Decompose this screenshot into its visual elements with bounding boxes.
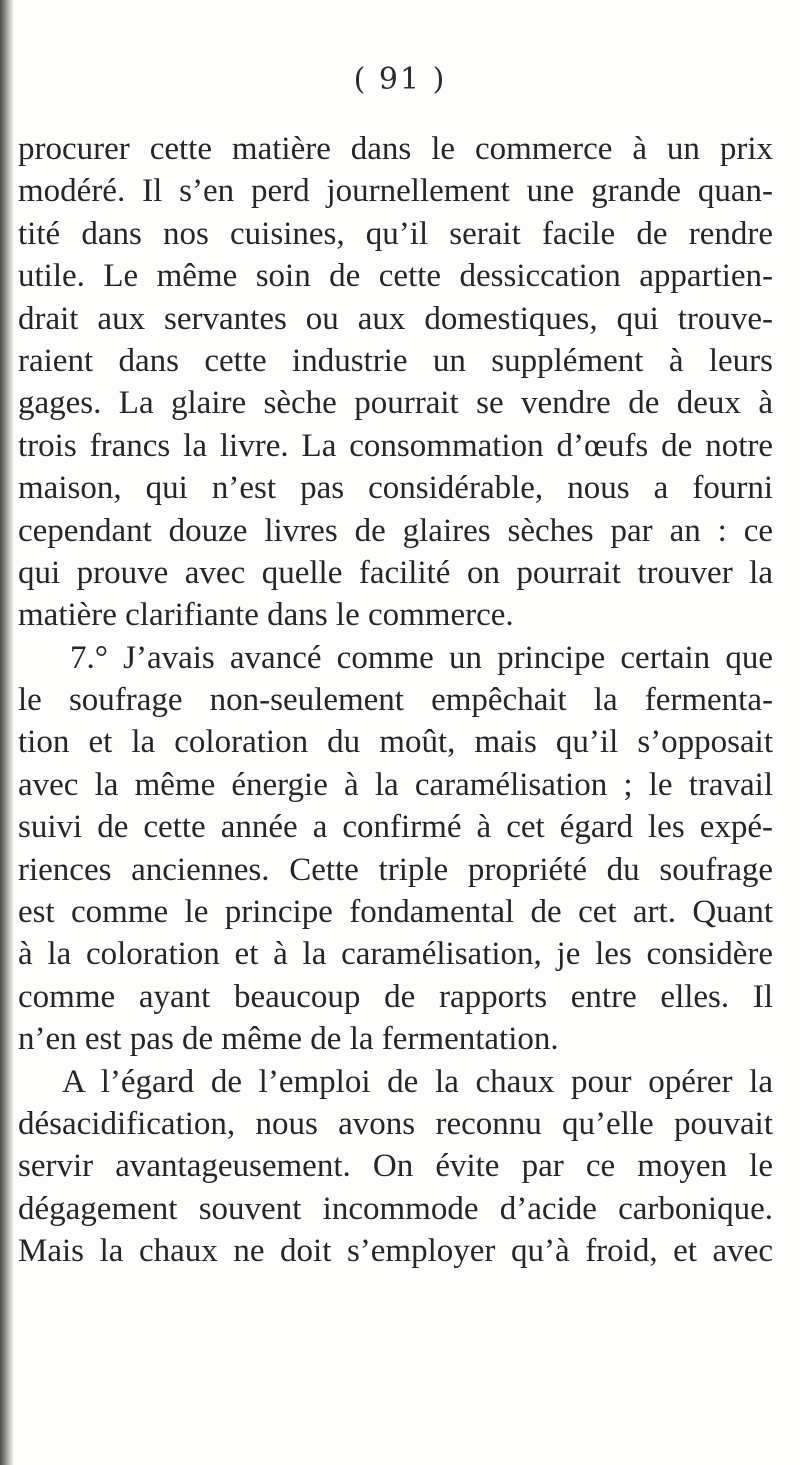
binding-shadow bbox=[0, 0, 14, 1465]
paragraph-start-line: A l’égard de l’emploi de la chaux pour opérer la bbox=[62, 1063, 773, 1100]
text-line: drait aux servantes ou aux domestiques, qui trouve- bbox=[18, 300, 773, 337]
text-line: riences anciennes. Cette triple propriété du soufrage bbox=[18, 851, 773, 888]
body-text bbox=[18, 128, 773, 1273]
page-number: ( 91 ) bbox=[353, 62, 447, 97]
text-line: servir avantageusement. On évite par ce moyen le bbox=[18, 1148, 773, 1185]
text-line: modéré. Il s’en perd journellement une grande quan- bbox=[18, 173, 773, 210]
text-line: suivi de cette année a confirmé à cet égard les expé- bbox=[18, 809, 773, 846]
text-line: désacidification, nous avons reconnu qu’elle pouvait bbox=[18, 1105, 773, 1142]
paragraph-end-line: matière clarifiante dans le commerce. bbox=[18, 597, 514, 634]
paragraph-end-line: n’en est pas de même de la fermentation. bbox=[18, 1021, 559, 1058]
text-line: gages. La glaire sèche pourrait se vendre de deux à bbox=[18, 385, 773, 422]
text-line: qui prouve avec quelle facilité on pourrait trouver la bbox=[18, 554, 773, 591]
paragraph-start-line: 7.° J’avais avancé comme un principe certain que bbox=[70, 639, 773, 676]
text-line: à la coloration et à la caramélisation, je les considère bbox=[18, 936, 773, 973]
text-line: avec la même énergie à la caramélisation ; le travail bbox=[18, 766, 773, 803]
text-line: est comme le principe fondamental de cet art. Quant bbox=[18, 894, 773, 931]
text-line: dégagement souvent incommode d’acide carbonique. bbox=[18, 1190, 773, 1227]
text-line: le soufrage non-seulement empêchait la fermenta- bbox=[18, 682, 773, 719]
text-line: comme ayant beaucoup de rapports entre elles. Il bbox=[18, 978, 773, 1015]
text-line: utile. Le même soin de cette dessiccation appartien- bbox=[18, 258, 773, 295]
text-line: trois francs la livre. La consommation d’œufs de notre bbox=[18, 427, 773, 464]
text-line: tion et la coloration du moût, mais qu’il s’opposait bbox=[18, 724, 773, 761]
text-line: tité dans nos cuisines, qu’il serait facile de rendre bbox=[18, 215, 773, 252]
text-line: cependant douze livres de glaires sèches par an : ce bbox=[18, 512, 773, 549]
text-line: maison, qui n’est pas considérable, nous a fourni bbox=[18, 470, 773, 507]
text-line: procurer cette matière dans le commerce à un prix bbox=[18, 131, 773, 167]
text-line: raient dans cette industrie un supplément à leurs bbox=[18, 342, 773, 379]
text-line: Mais la chaux ne doit s’employer qu’à froid, et avec bbox=[18, 1233, 773, 1270]
